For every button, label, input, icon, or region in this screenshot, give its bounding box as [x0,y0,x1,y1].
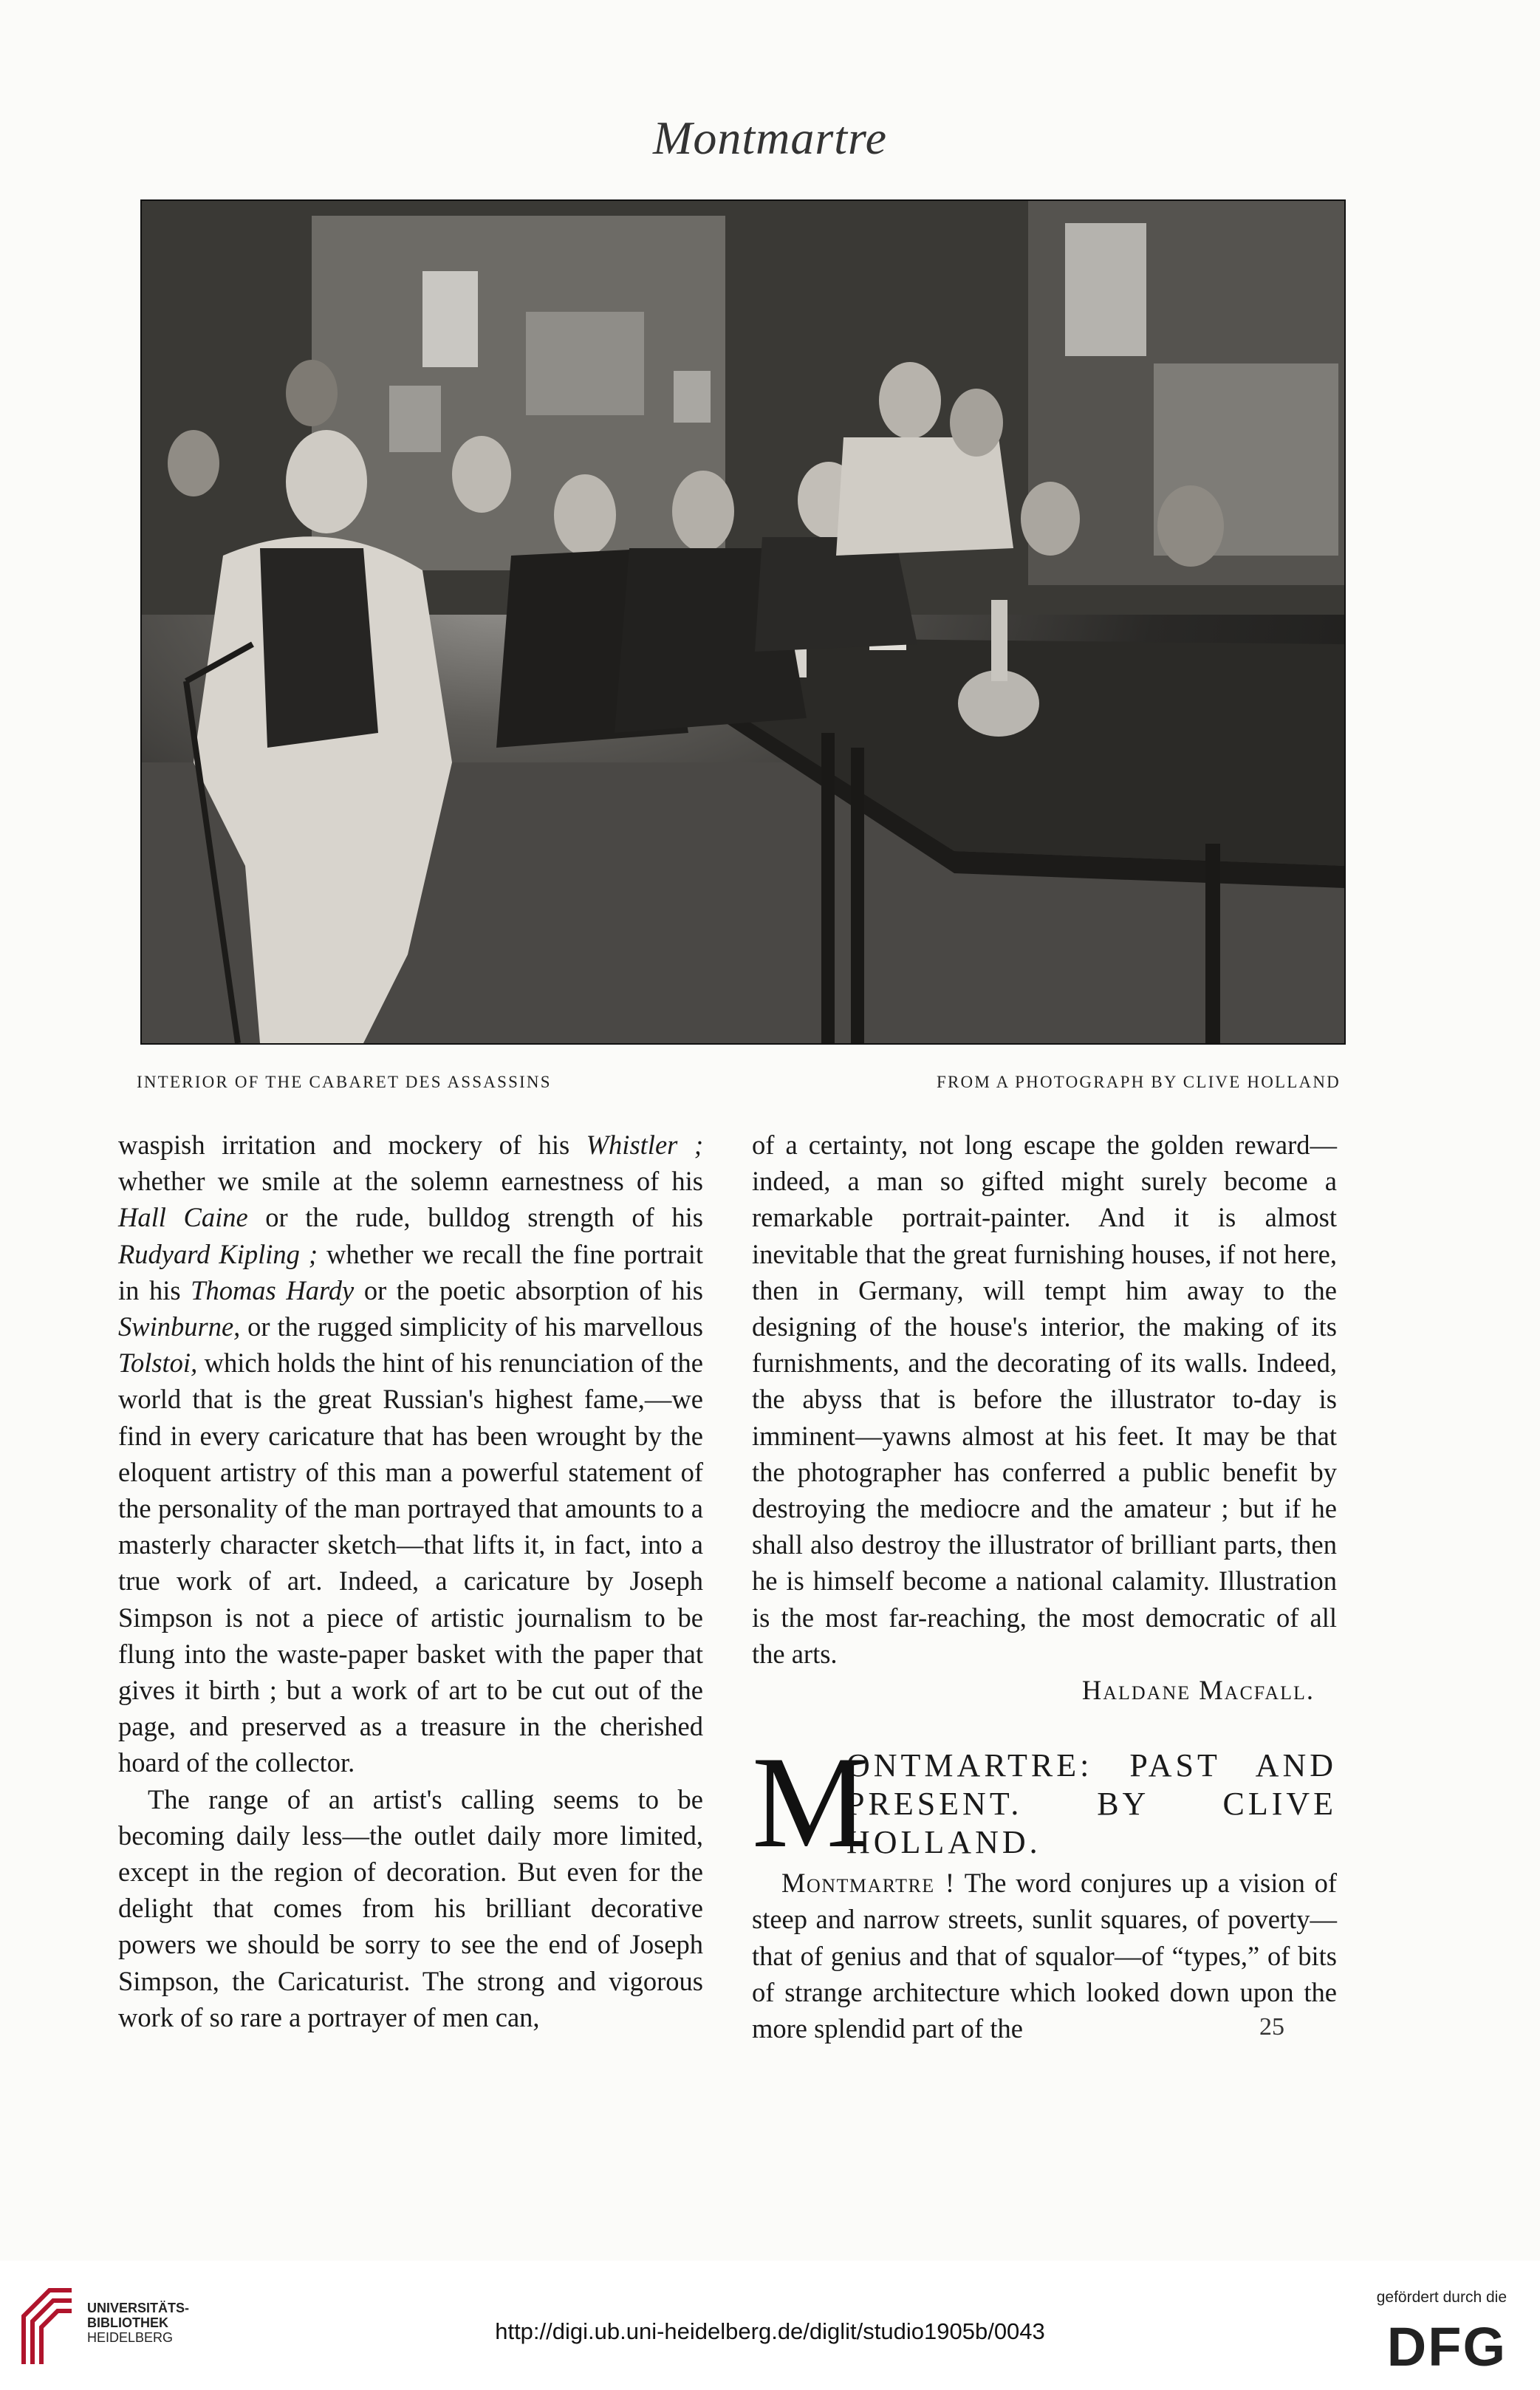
article-heading-text: ONTMARTRE: PAST AND PRESENT. BY CLIVE HOLLAND. [846,1747,1337,1861]
left-paragraph-1 [118,1127,703,1781]
right-paragraph-2 [752,1865,1337,2046]
lead-word: Montmartre ! [781,1868,956,1899]
article-heading [752,1729,1337,1876]
right-paragraph-1: of a certainty, not long escape the golden reward—indeed, a man so gifted might surely become a remarkable portrait-painter. And it is almost inevitable that the great furnishing houses, if not here, then in Germany, will tempt him away to the designing of the house's interior, the making of its furnishments, and the decorating of its walls. Indeed, the abyss that is before the illustrator to-day is imminent—yawns almost at his feet. It may be that the photographer has conferred a public benefit by destroying the mediocre and the amateur ; but if he shall also destroy the illustrator of brilliant parts, then he is himself become a national calamity. Illustration is the most far-reaching, the most democratic of all the arts. [752,1130,1337,1669]
text-run: which holds the hint of his renunciation of the world that is the great Russian's highest fame,—we find in every caricature that has been wrought by the eloquent artistry of this man a powerful statement of the personality of the man portrayed that amounts to a masterly character sketch—that lifts it, in fact, into a true work of art. Indeed, a caricature by Joseph Simpson is not a piece of artistic journalism to be flung into the waste-paper basket with the paper that gives it birth ; but a work of art to be cut out of the page, and preserved as a treasure in the cherished hoard of the collector. [118,1348,703,1778]
text-run: whether we smile at the solemn earnestness of his [118,1166,703,1197]
left-column [118,1127,703,2035]
right-column [752,1127,1337,2046]
author-signature: Haldane Macfall. [1081,1675,1315,1706]
library-name-line: BIBLIOTHEK [87,2315,168,2330]
library-name-line: UNIVERSITÄTS- [87,2301,190,2315]
italic-title: Thomas Hardy [191,1274,355,1305]
library-name-line: HEIDELBERG [87,2330,174,2345]
drop-cap: M [752,1729,869,1876]
text-run: or the rugged simplicity of his marvellous [240,1311,703,1342]
text-run: The word conjures up a vision of steep and narrow streets, sunlit squares, of poverty—that of genius and that of squalor—of “types,” of bits of strange architecture which looked down upon the more splendid part of the [752,1868,1338,2044]
text-run: or the poetic absorption of his [354,1274,703,1305]
running-head: Montmartre [653,112,887,164]
photograph-illustration [142,201,1344,1043]
funder-label: gefördert durch die [1376,2289,1507,2306]
italic-title: Rudyard Kipling ; [118,1238,318,1269]
permalink-url[interactable]: http://digi.ub.uni-heidelberg.de/diglit/studio1905b/0043 [495,2318,1045,2344]
left-paragraph-2: The range of an artist's calling seems to be becoming daily less—the outlet daily more limited, except in the region of decoration. But even for the delight that comes from his brilliant decorative powers we should be sorry to see the end of Joseph Simpson, the Caricaturist. The strong and vigorous work of so rare a portrayer of men can, [118,1783,703,2032]
cabaret-photograph [140,199,1346,1045]
italic-title: Swinburne, [118,1311,241,1342]
dfg-logo: DFG [1386,2316,1507,2377]
page-number: 25 [1259,2013,1284,2041]
photo-caption-title: INTERIOR OF THE CABARET DES ASSASSINS [137,1073,552,1091]
italic-title: Whistler ; [586,1130,703,1160]
text-run: whether we recall the fine portrait in his [118,1238,703,1305]
text-run: waspish irritation and mockery of his [118,1130,586,1160]
digitization-footer [0,2261,1540,2390]
italic-title: Hall Caine [118,1202,248,1233]
text-run: or the rude, bulldog strength of his [247,1202,703,1233]
photo-caption-credit: FROM A PHOTOGRAPH BY CLIVE HOLLAND [937,1073,1341,1091]
italic-title: Tolstoi, [118,1348,198,1379]
